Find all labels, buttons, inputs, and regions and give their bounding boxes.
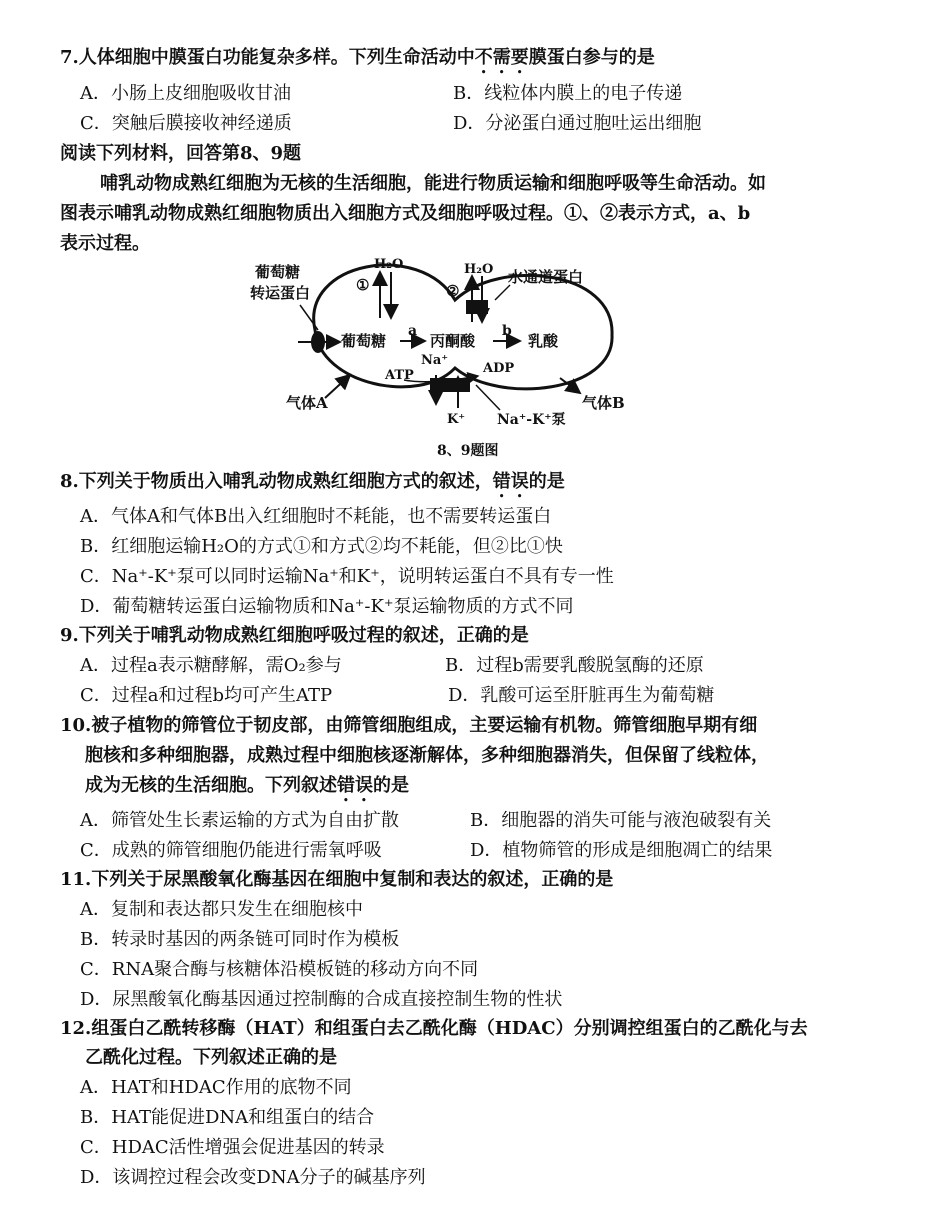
q11-option-a[interactable]: A．复制和表达都只发生在细胞核中 [80,899,363,920]
q9-option-d[interactable]: D．乳酸可运至肝脏再生为葡萄糖 [448,685,715,706]
q9-option-c[interactable]: C．过程a和过程b均可产生ATP [80,685,333,706]
q12-option-c[interactable]: C．HDAC活性增强会促进基因的转录 [80,1137,385,1158]
label-glucose: 葡萄糖 [341,332,387,350]
label-na: Na⁺ [421,353,449,368]
q8-option-a[interactable]: A．气体A和气体B出入红细胞时不耗能，也不需要转运蛋白 [80,506,552,527]
q12-option-a[interactable]: A．HAT和HDAC作用的底物不同 [80,1077,352,1098]
cell-diagram [0,0,950,470]
label-h2o-2: H₂O [464,262,494,277]
q10-stem-line-1: 10.被子植物的筛管位于韧皮部，由筛管细胞组成，主要运输有机物。筛管细胞早期有细 [60,715,758,736]
label-glucose-transporter-2: 转运蛋白 [250,284,311,302]
q7-option-a[interactable]: A．小肠上皮细胞吸收甘油 [80,83,291,104]
q10-option-d[interactable]: D．植物筛管的形成是细胞凋亡的结果 [470,840,773,861]
q7-emphasis: 不需要 [474,47,529,68]
material-para-2: 图表示哺乳动物成熟红细胞物质出入细胞方式及细胞呼吸过程。①、②表示方式，a、b [60,203,751,224]
q10-stem-line-2: 胞核和多种细胞器，成熟过程中细胞核逐渐解体，多种细胞器消失，但保留了线粒体， [85,745,769,766]
label-aquaporin: 水通道蛋白 [508,268,584,286]
label-h2o-1: H₂O [374,257,404,272]
label-lactate: 乳酸 [528,332,559,350]
q11-option-d[interactable]: D．尿黑酸氧化酶基因通过控制酶的合成直接控制生物的性状 [80,989,563,1010]
q9-stem: 9.下列关于哺乳动物成熟红细胞呼吸过程的叙述，正确的是 [60,625,529,646]
material-para-3: 表示过程。 [60,233,150,254]
label-process-a: a [408,323,418,339]
label-k: K⁺ [447,412,466,427]
q7-option-c[interactable]: C．突触后膜接收神经递质 [80,113,292,134]
q10-option-a[interactable]: A．筛管处生长素运输的方式为自由扩散 [80,810,399,831]
q12-stem-line-2: 乙酰化过程。下列叙述正确的是 [85,1047,337,1068]
material-para-1: 哺乳动物成熟红细胞为无核的生活细胞，能进行物质运输和细胞呼吸等生命活动。如 [100,173,766,194]
label-process-b: b [502,323,512,339]
aquaporin-shape [466,300,488,314]
q10-option-b[interactable]: B．细胞器的消失可能与液泡破裂有关 [470,810,772,831]
label-glucose-transporter-1: 葡萄糖 [255,263,301,281]
label-pyruvate: 丙酮酸 [430,332,476,350]
q12-stem-line-1: 12.组蛋白乙酰转移酶（HAT）和组蛋白去乙酰化酶（HDAC）分别调控组蛋白的乙酰化与去 [60,1018,808,1039]
label-atp: ATP [385,368,414,383]
q9-option-a[interactable]: A．过程a表示糖酵解，需O₂参与 [80,655,342,676]
label-adp: ADP [483,361,515,376]
label-mark-2: ② [446,282,460,300]
q8-option-d[interactable]: D．葡萄糖转运蛋白运输物质和Na⁺-K⁺泵运输物质的方式不同 [80,596,574,617]
label-mark-1: ① [356,276,370,294]
q11-stem: 11.下列关于尿黑酸氧化酶基因在细胞中复制和表达的叙述，正确的是 [60,869,614,890]
q12-option-b[interactable]: B．HAT能促进DNA和组蛋白的结合 [80,1107,375,1128]
label-pump: Na⁺-K⁺泵 [497,412,566,428]
q7-option-b[interactable]: B．线粒体内膜上的电子传递 [453,83,683,104]
q8-option-c[interactable]: C．Na⁺-K⁺泵可以同时运输Na⁺和K⁺，说明转运蛋白不具有专一性 [80,566,614,587]
q8-stem: 8.下列关于物质出入哺乳动物成熟红细胞方式的叙述，错误的是 [60,471,565,492]
q7-option-d[interactable]: D．分泌蛋白通过胞吐运出细胞 [453,113,702,134]
label-gas-b: 气体B [582,394,625,412]
q8-option-b[interactable]: B．红细胞运输H₂O的方式①和方式②均不耗能，但②比①快 [80,536,563,557]
figure-caption: 8、9题图 [437,443,499,459]
q9-option-b[interactable]: B．过程b需要乳酸脱氢酶的还原 [445,655,704,676]
label-gas-a: 气体A [286,394,328,412]
q11-option-c[interactable]: C．RNA聚合酶与核糖体沿模板链的移动方向不同 [80,959,479,980]
q10-stem-line-3: 成为无核的生活细胞。下列叙述错误的是 [85,775,409,796]
q10-option-c[interactable]: C．成熟的筛管细胞仍能进行需氧呼吸 [80,840,382,861]
material-intro: 阅读下列材料，回答第8、9题 [60,143,302,164]
q11-option-b[interactable]: B．转录时基因的两条链可同时作为模板 [80,929,400,950]
q12-option-d[interactable]: D．该调控过程会改变DNA分子的碱基序列 [80,1167,426,1188]
q7-stem: 7.人体细胞中膜蛋白功能复杂多样。下列生命活动中不需要膜蛋白参与的是 [60,47,655,68]
